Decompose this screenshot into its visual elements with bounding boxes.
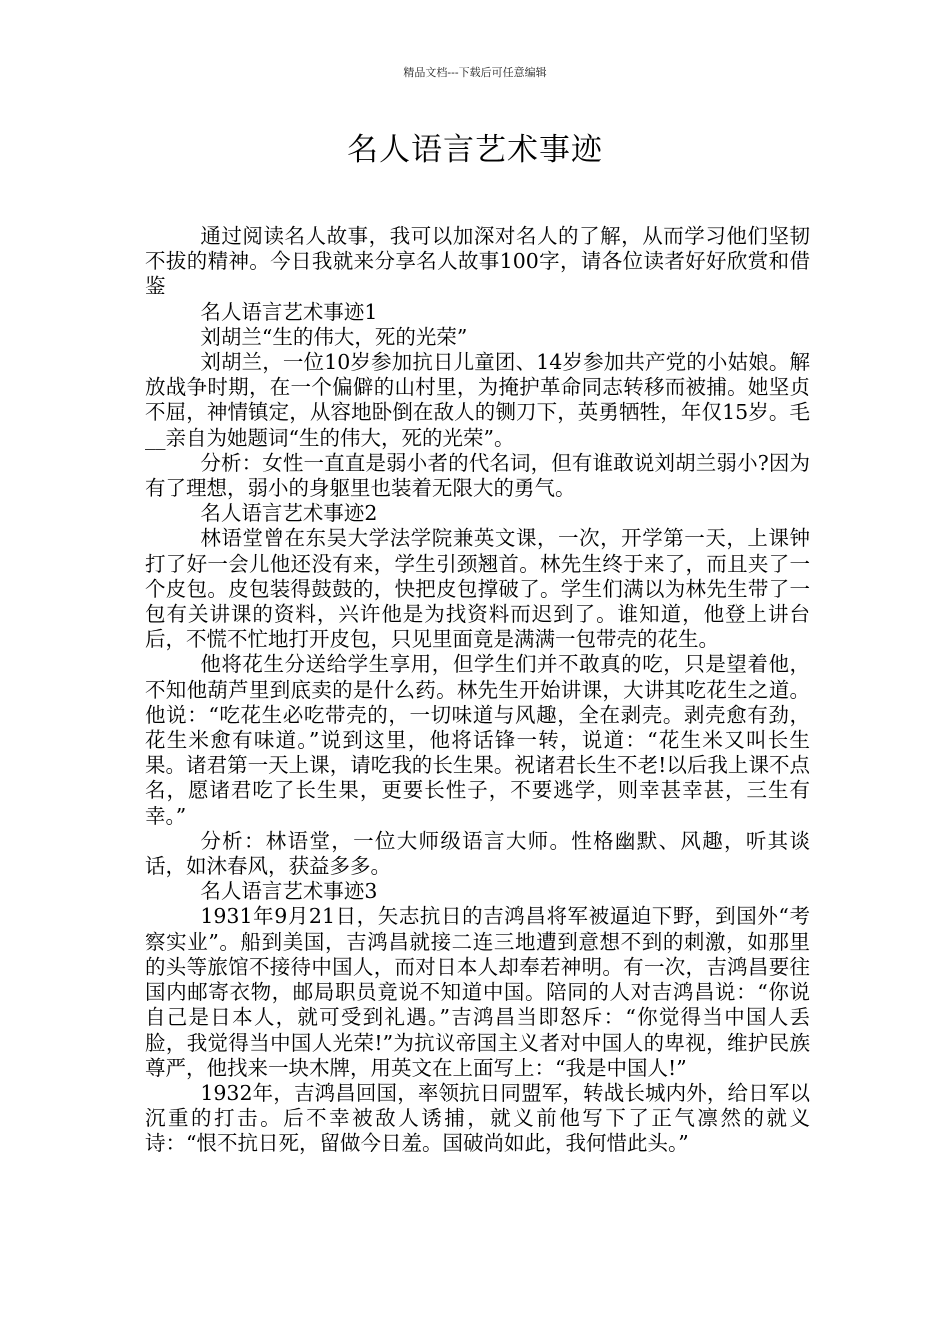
analysis-paragraph: 分析：林语堂，一位大师级语言大师。性格幽默、风趣，听其谈话，如沐春风，获益多多。 xyxy=(145,828,810,879)
section-heading-3: 名人语言艺术事迹3 xyxy=(200,879,378,904)
story-title-1: 刘胡兰“生的伟大，死的光荣” xyxy=(200,324,468,349)
document-body xyxy=(145,224,810,1157)
intro-paragraph: 通过阅读名人故事，我可以加深对名人的了解，从而学习他们坚韧不拔的精神。今日我就来分享名人故事100字，请各位读者好好欣赏和借鉴 xyxy=(145,224,810,299)
section-heading-1: 名人语言艺术事迹1 xyxy=(200,299,378,324)
body-paragraph: 林语堂曾在东吴大学法学院兼英文课，一次，开学第一天，上课钟打了好一会儿他还没有来，学生引颈翘首。林先生终于来了，而且夹了一个皮包。皮包装得鼓鼓的，快把皮包撑破了。学生们满以为林先生带了一包有关讲课的资料，兴许他是为找资料而迟到了。谁知道，他登上讲台后，不慌不忙地打开皮包，只见里面竟是满满一包带壳的花生。 xyxy=(145,526,810,652)
header-note: 精品文档---下载后可任意编辑 xyxy=(403,66,547,79)
document-title: 名人语言艺术事迹 xyxy=(347,132,603,168)
body-paragraph: 1931年9月21日，矢志抗日的吉鸿昌将军被逼迫下野，到国外“考察实业”。船到美国，吉鸿昌就接二连三地遭到意想不到的刺激，如那里的头等旅馆不接待中国人，而对日本人却奉若神明。有一次，吉鸿昌要往国内邮寄衣物，邮局职员竟说不知道中国。陪同的人对吉鸿昌说：“你说自己是日本人，就可受到礼遇。”吉鸿昌当即怒斥：“你觉得当中国人丢脸，我觉得当中国人光荣!”为抗议帝国主义者对中国人的卑视，维护民族尊严，他找来一块木牌，用英文在上面写上：“我是中国人!” xyxy=(145,904,810,1080)
body-paragraph: 他将花生分送给学生享用，但学生们并不敢真的吃，只是望着他，不知他葫芦里到底卖的是什么药。林先生开始讲课，大讲其吃花生之道。他说：“吃花生必吃带壳的，一切味道与风趣，全在剥壳。剥壳愈有劲，花生米愈有味道。”说到这里，他将话锋一转，说道：“花生米又叫长生果。诸君第一天上课，请吃我的长生果。祝诸君长生不老!以后我上课不点名，愿诸君吃了长生果，更要长性子，不要逃学，则幸甚幸甚，三生有幸。” xyxy=(145,652,810,828)
body-paragraph: 刘胡兰，一位10岁参加抗日儿童团、14岁参加共产党的小姑娘。解放战争时期，在一个偏僻的山村里，为掩护革命同志转移而被捕。她坚贞不屈，神情镇定，从容地卧倒在敌人的铡刀下，英勇牺牲，年仅15岁。毛__亲自为她题词“生的伟大，死的光荣”。 xyxy=(145,350,810,450)
analysis-paragraph: 分析：女性一直直是弱小者的代名词，但有谁敢说刘胡兰弱小?因为有了理想，弱小的身躯里也装着无限大的勇气。 xyxy=(145,450,810,501)
section-heading-2: 名人语言艺术事迹2 xyxy=(200,501,378,526)
body-paragraph: 1932年，吉鸿昌回国，率领抗日同盟军，转战长城内外，给日军以沉重的打击。后不幸被敌人诱捕，就义前他写下了正气凛然的就义诗：“恨不抗日死，留做今日羞。国破尚如此，我何惜此头。” xyxy=(145,1080,810,1156)
